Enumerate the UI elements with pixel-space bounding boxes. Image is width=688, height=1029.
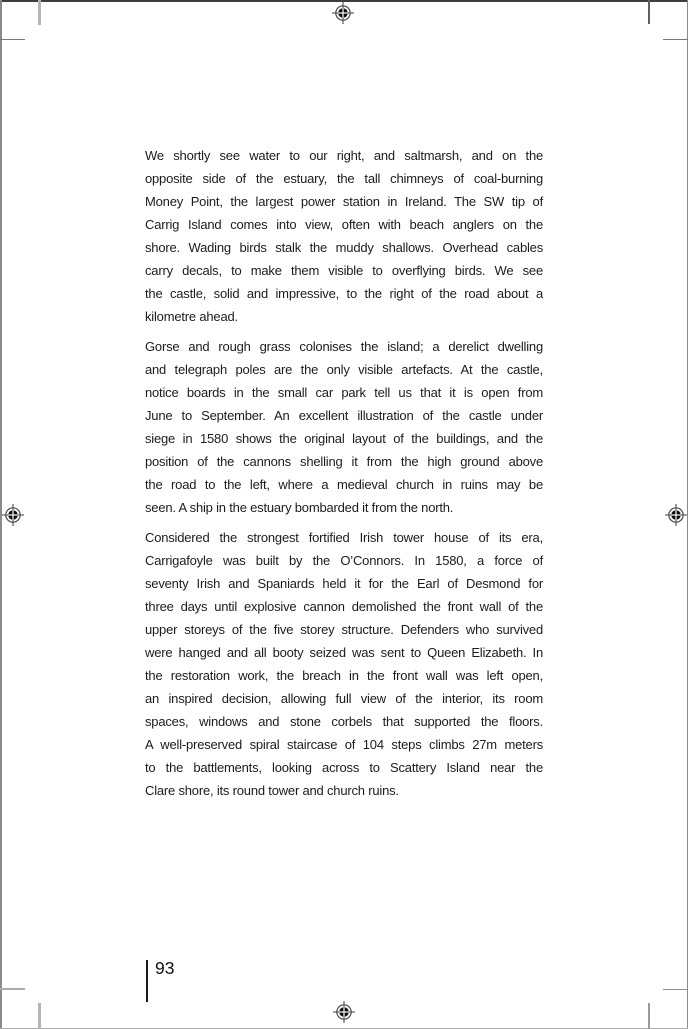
- text-line: siege in 1580 shows the original layout of the buildings, and the: [145, 431, 543, 446]
- text-line: Carrig Island comes into view, often with beach anglers on the: [145, 217, 543, 232]
- text-line: Considered the strongest fortified Irish tower house of its era,: [145, 530, 543, 545]
- crop-mark-top-right-vertical: [648, 0, 650, 24]
- crop-mark-bottom-left-vertical: [38, 1003, 41, 1029]
- crop-mark-bottom-right-vertical: [648, 1003, 650, 1029]
- text-line: carry decals, to make them visible to overflying birds. We see: [145, 263, 543, 278]
- paragraph: [145, 144, 543, 328]
- registration-target-top-icon: [332, 2, 354, 24]
- text-line: were hanged and all booty seized was sent to Queen Elizabeth. In: [145, 645, 543, 660]
- text-line: Carrigafoyle was built by the O’Connors. In 1580, a force of: [145, 553, 543, 568]
- crop-mark-bottom-left-horizontal: [0, 988, 25, 990]
- text-line: to the battlements, looking across to Scattery Island near the: [145, 760, 543, 775]
- text-line: three days until explosive cannon demolished the front wall of the: [145, 599, 543, 614]
- text-line: and telegraph poles are the only visible artefacts. At the castle,: [145, 362, 543, 377]
- text-line: kilometre ahead.: [145, 309, 238, 324]
- crop-mark-top-left-vertical: [38, 0, 41, 25]
- text-line: seventy Irish and Spaniards held it for the Earl of Desmond for: [145, 576, 543, 591]
- text-line: seen. A ship in the estuary bombarded it from the north.: [145, 500, 454, 515]
- paragraph: [145, 526, 543, 802]
- text-line: the castle, solid and impressive, to the right of the road about a: [145, 286, 543, 301]
- text-line: June to September. An excellent illustration of the castle under: [145, 408, 543, 423]
- registration-target-right-icon: [665, 504, 687, 526]
- text-line: Money Point, the largest power station in Ireland. The SW tip of: [145, 194, 543, 209]
- text-line: position of the cannons shelling it from the high ground above: [145, 454, 543, 469]
- registration-target-bottom-icon: [333, 1001, 355, 1023]
- text-line: A well-preserved spiral staircase of 104 steps climbs 27m meters: [145, 737, 543, 752]
- page-number: 93: [155, 958, 175, 978]
- text-line: We shortly see water to our right, and saltmarsh, and on the: [145, 148, 543, 163]
- text-line: the restoration work, the breach in the front wall was left open,: [145, 668, 543, 683]
- text-line: shore. Wading birds stalk the muddy shallows. Overhead cables: [145, 240, 543, 255]
- text-line: an inspired decision, allowing full view of the interior, its room: [145, 691, 543, 706]
- text-line: Gorse and rough grass colonises the island; a derelict dwelling: [145, 339, 543, 354]
- text-line: upper storeys of the five storey structure. Defenders who survived: [145, 622, 543, 637]
- page-number-rule: [146, 960, 148, 1002]
- text-line: spaces, windows and stone corbels that supported the floors.: [145, 714, 543, 729]
- paragraph: [145, 335, 543, 519]
- crop-mark-top-right-horizontal: [663, 39, 688, 41]
- registration-target-left-icon: [2, 504, 24, 526]
- text-line: Clare shore, its round tower and church ruins.: [145, 783, 399, 798]
- body-text-block: [145, 144, 543, 809]
- crop-mark-bottom-right-horizontal: [663, 989, 688, 991]
- text-line: opposite side of the estuary, the tall chimneys of coal-burning: [145, 171, 543, 186]
- crop-mark-top-left-horizontal: [0, 39, 25, 41]
- text-line: notice boards in the small car park tell us that it is open from: [145, 385, 543, 400]
- text-line: the road to the left, where a medieval church in ruins may be: [145, 477, 543, 492]
